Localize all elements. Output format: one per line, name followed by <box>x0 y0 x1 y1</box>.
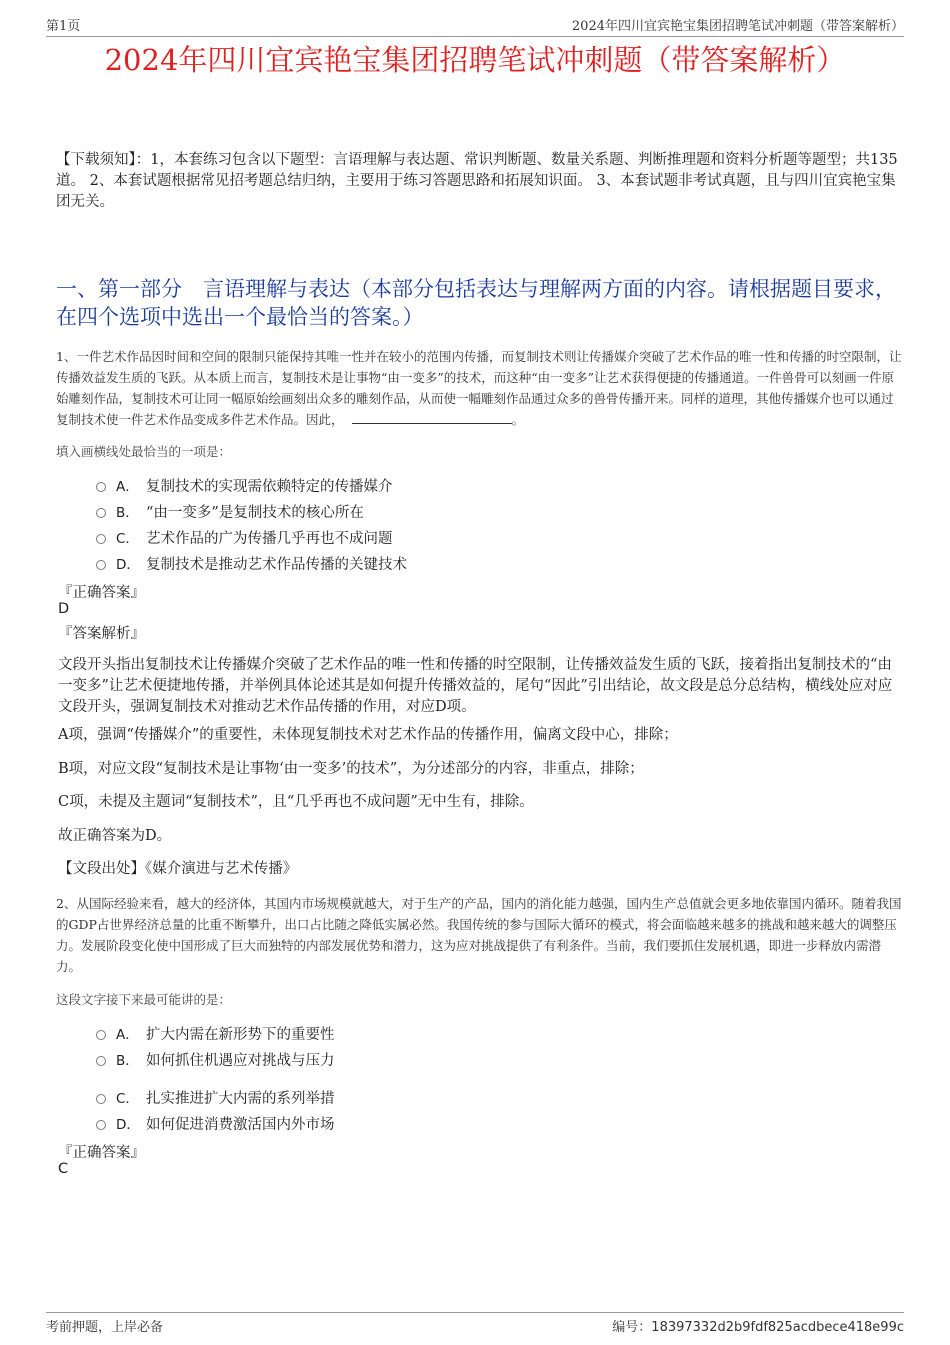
q1-conclusion: 故正确答案为D。 <box>58 828 172 844</box>
download-notice: 【下载须知】：1，本套练习包含以下题型：言语理解与表达题、常识判断题、数量关系题、判断推理题和资料分析题等题型；共135道。 2、本套试题根据常见招考题总结归纳，主要用于练习答题思路和拓展知识面。 3、本套试题非考试真题，且与四川宜宾艳宝集团无关。 <box>56 152 898 210</box>
radio-icon[interactable] <box>96 1094 106 1104</box>
radio-icon[interactable] <box>96 534 106 544</box>
q1-analysis-b: B项，对应文段“复制技术是让事物‘由一变多’的技术”，为分述部分的内容，非重点，排除； <box>58 761 644 777</box>
q1-option-b[interactable]: B． “由一变多”是复制技术的核心所在 <box>96 500 364 522</box>
q2-option-d[interactable]: D． 如何促进消费激活国内外市场 <box>96 1112 335 1134</box>
question-1-prompt: 填入画横线处最恰当的一项是： <box>56 444 232 459</box>
header-doc-title: 2024年四川宜宾艳宝集团招聘笔试冲刺题（带答案解析） <box>571 19 904 34</box>
q1-option-d[interactable]: D． 复制技术是推动艺术作品传播的关键技术 <box>96 552 407 574</box>
q2-answer-label: 『正确答案』 <box>58 1145 145 1161</box>
radio-icon[interactable] <box>96 1056 106 1066</box>
q2-answer: C <box>58 1161 69 1177</box>
q2-option-a[interactable]: A． 扩大内需在新形势下的重要性 <box>96 1022 335 1044</box>
q1-answer: D <box>58 601 70 617</box>
q2-option-b[interactable]: B． 如何抓住机遇应对挑战与压力 <box>96 1048 335 1070</box>
page-footer <box>46 1312 904 1335</box>
q1-option-a[interactable]: A． 复制技术的实现需依赖特定的传播媒介 <box>96 474 393 496</box>
page-title: 2024年四川宜宾艳宝集团招聘笔试冲刺题（带答案解析） <box>104 43 846 77</box>
q1-analysis-label: 『答案解析』 <box>58 626 145 642</box>
footer-slogan: 考前押题，上岸必备 <box>46 1320 164 1335</box>
section-heading: 一、第一部分 言语理解与表达（本部分包括表达与理解两方面的内容。请根据题目要求，在四个选项中选出一个最恰当的答案。） <box>56 277 896 329</box>
radio-icon[interactable] <box>96 508 106 518</box>
q1-analysis-a: A项，强调“传播媒介”的重要性，未体现复制技术对艺术作品的传播作用，偏离文段中心，排除； <box>58 727 678 743</box>
radio-icon[interactable] <box>96 560 106 570</box>
q1-analysis-c: C项，未提及主题词“复制技术”，且“几乎再也不成问题”无中生有，排除。 <box>58 794 534 810</box>
footer-code: 编号：18397332d2b9fdf825acdbece418e99c <box>612 1320 904 1335</box>
question-2-stem: 2、从国际经验来看，越大的经济体，其国内市场规模就越大，对于生产的产品，国内的消化能力越强，国内生产总值就会更多地依靠国内循环。随着我国的GDP占世界经济总量的比重不断攀升，出口占比随之降低实属必然。我国传统的参与国际大循环的模式，将会面临越来越多的挑战和越来越大的调整压力。发展阶段变化使中国形成了巨大而独特的内部发展优势和潜力，这为应对挑战提供了有利条件。当前，我们要抓住发展机遇，即进一步释放内需潜力。 <box>56 896 902 974</box>
q1-source: 【文段出处】《媒介演进与艺术传播》 <box>58 861 298 877</box>
q1-option-c[interactable]: C． 艺术作品的广为传播几乎再也不成问题 <box>96 526 393 548</box>
radio-icon[interactable] <box>96 1030 106 1040</box>
radio-icon[interactable] <box>96 482 106 492</box>
radio-icon[interactable] <box>96 1120 106 1130</box>
q1-analysis-main: 文段开头指出复制技术让传播媒介突破了艺术作品的唯一性和传播的时空限制，让传播效益发生质的飞跃，接着指出复制技术的“由一变多”让艺术便捷地传播，并举例具体论述其是如何提升传播效益的，尾句“因此”引出结论，故文段是总分总结构，横线处应对应文段开头，强调复制技术对推动艺术作品传播的作用，对应D项。 <box>58 657 893 715</box>
q2-option-c[interactable]: C． 扎实推进扩大内需的系列举措 <box>96 1086 335 1108</box>
page-header <box>46 12 904 37</box>
question-2-prompt: 这段文字接下来最可能讲的是： <box>56 992 232 1007</box>
page-number: 第1页 <box>46 19 81 34</box>
answer-blank <box>352 411 512 424</box>
question-1-stem: 1、一件艺术作品因时间和空间的限制只能保持其唯一性并在较小的范围内传播，而复制技术则让传播媒介突破了艺术作品的唯一性和传播的时空限制，让传播效益发生质的飞跃。从本质上而言，复制技术是让事物“由一变多”的技术，而这种“由一变多”让艺术获得便捷的传播通道。一件兽骨可以刻画一件原始雕刻作品，复制技术可让同一幅原始绘画刻出众多的雕刻作品，从而使一幅雕刻作品通过众多的兽骨传播开来。同样的道理，其他传播媒介也可以通过复制技术使一件艺术作品变成多件艺术作品。因此， 。 <box>56 349 902 427</box>
q1-answer-label: 『正确答案』 <box>58 585 145 601</box>
